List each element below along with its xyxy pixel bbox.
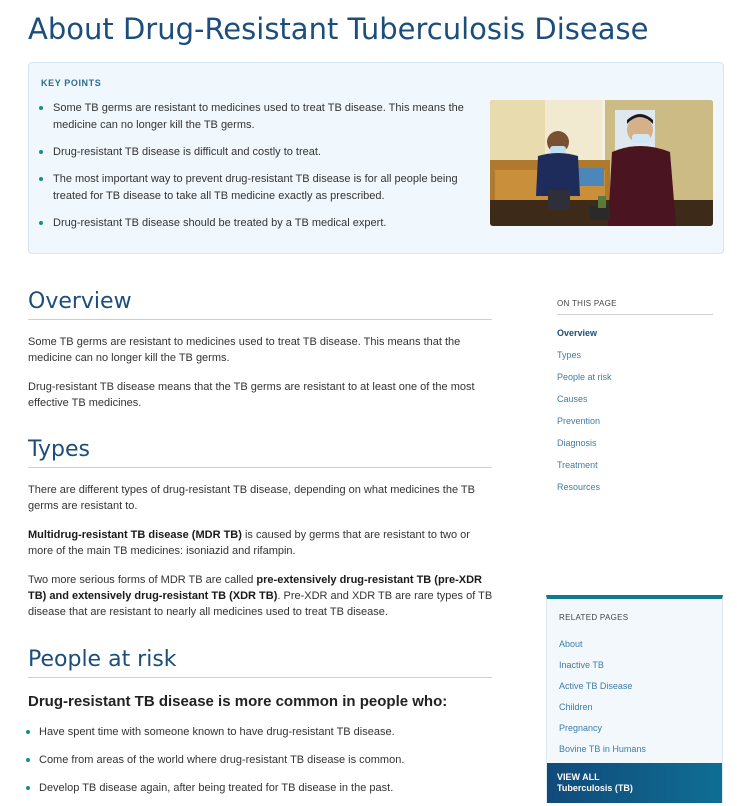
types-paragraph-3 [28,572,496,620]
overview-heading: Overview [28,289,492,320]
key-points-list [39,100,479,242]
related-link-active-tb[interactable]: Active TB Disease [559,681,633,691]
types-paragraph-2 [28,527,496,559]
photo-illustration [490,100,713,226]
risk-list-item [26,752,496,768]
view-all-topic: Tuberculosis (TB) [557,783,633,793]
risk-list [26,724,496,806]
otp-link-treatment[interactable]: Treatment [557,460,598,470]
bullet-dot-icon [26,786,30,790]
risk-list-item [26,780,496,796]
key-point-item [39,144,479,161]
related-pages-panel [546,595,723,803]
types-paragraph-1: There are different types of drug-resistant TB disease, depending on what medicines the TB germs are resistant to. [28,484,475,512]
key-point-text: Drug-resistant TB disease should be treated by a TB medical expert. [53,217,387,229]
otp-link-resources[interactable]: Resources [557,482,601,492]
key-point-item [39,171,479,205]
page-title: About Drug-Resistant Tuberculosis Disease [28,12,649,46]
xdr-tb-term: pre-extensively drug-resistant TB (pre-XDR TB) and extensively drug-resistant TB (XDR TB) [28,574,482,602]
xdr-description: . Pre-XDR and XDR TB are rare types of TB disease that are resistant to nearly all medicines used to treat TB disease. [28,590,493,618]
risk-item-text: Have spent time with someone known to have drug-resistant TB disease. [39,726,395,738]
otp-link-diagnosis[interactable]: Diagnosis [557,438,597,448]
on-this-page-nav [557,299,713,504]
bullet-dot-icon [39,150,43,154]
key-point-text: The most important way to prevent drug-resistant TB disease is for all people being treated for TB disease to take all TB medicine exactly as prescribed. [53,173,458,202]
otp-link-types[interactable]: Types [557,350,582,360]
otp-link-overview[interactable]: Overview [557,328,598,338]
key-points-box [28,62,724,254]
mdr-tb-description: is caused by germs that are resistant to two or more of the main TB medicines: isoniazid and rifampin. [28,529,470,557]
related-link-inactive-tb[interactable]: Inactive TB [559,660,604,670]
key-point-text: Drug-resistant TB disease is difficult and costly to treat. [53,146,321,158]
bullet-dot-icon [26,758,30,762]
related-link-bovine-tb[interactable]: Bovine TB in Humans [559,744,646,754]
key-point-item [39,100,479,134]
risk-list-item [26,724,496,740]
related-link-pregnancy[interactable]: Pregnancy [559,723,603,733]
related-pages-heading: RELATED PAGES [559,613,629,622]
risk-item-text: Develop TB disease again, after being treated for TB disease in the past. [39,782,394,794]
people-at-risk-heading: People at risk [28,647,492,678]
related-pages-list [559,639,646,765]
on-this-page-list [557,328,713,493]
otp-link-prevention[interactable]: Prevention [557,416,601,426]
overview-paragraph-1: Some TB germs are resistant to medicines used to treat TB disease. This means that the medicine can no longer kill the TB germs. [28,336,461,364]
risk-item-text: Come from areas of the world where drug-resistant TB disease is common. [39,754,405,766]
view-all-tb-button[interactable] [547,763,722,803]
mdr-tb-term: Multidrug-resistant TB disease (MDR TB) [28,529,242,541]
key-point-text: Some TB germs are resistant to medicines used to treat TB disease. This means the medicine can no longer kill the TB germs. [53,102,464,131]
overview-paragraph-2: Drug-resistant TB disease means that the TB germs are resistant to at least one of the most effective TB medicines. [28,381,475,409]
xdr-intro: Two more serious forms of MDR TB are called [28,574,257,586]
on-this-page-heading: ON THIS PAGE [557,299,713,315]
related-link-about[interactable]: About [559,639,583,649]
types-heading: Types [28,437,492,468]
bullet-dot-icon [39,106,43,110]
bullet-dot-icon [26,730,30,734]
people-at-risk-subheading: Drug-resistant TB disease is more common in people who: [28,693,448,710]
key-point-item [39,215,479,232]
view-all-label: VIEW ALL [557,772,600,782]
bullet-dot-icon [39,177,43,181]
key-points-heading: KEY POINTS [41,78,102,88]
otp-link-causes[interactable]: Causes [557,394,588,404]
bullet-dot-icon [39,221,43,225]
consultation-photo [490,100,713,226]
related-link-children[interactable]: Children [559,702,593,712]
otp-link-people-at-risk[interactable]: People at risk [557,372,612,382]
